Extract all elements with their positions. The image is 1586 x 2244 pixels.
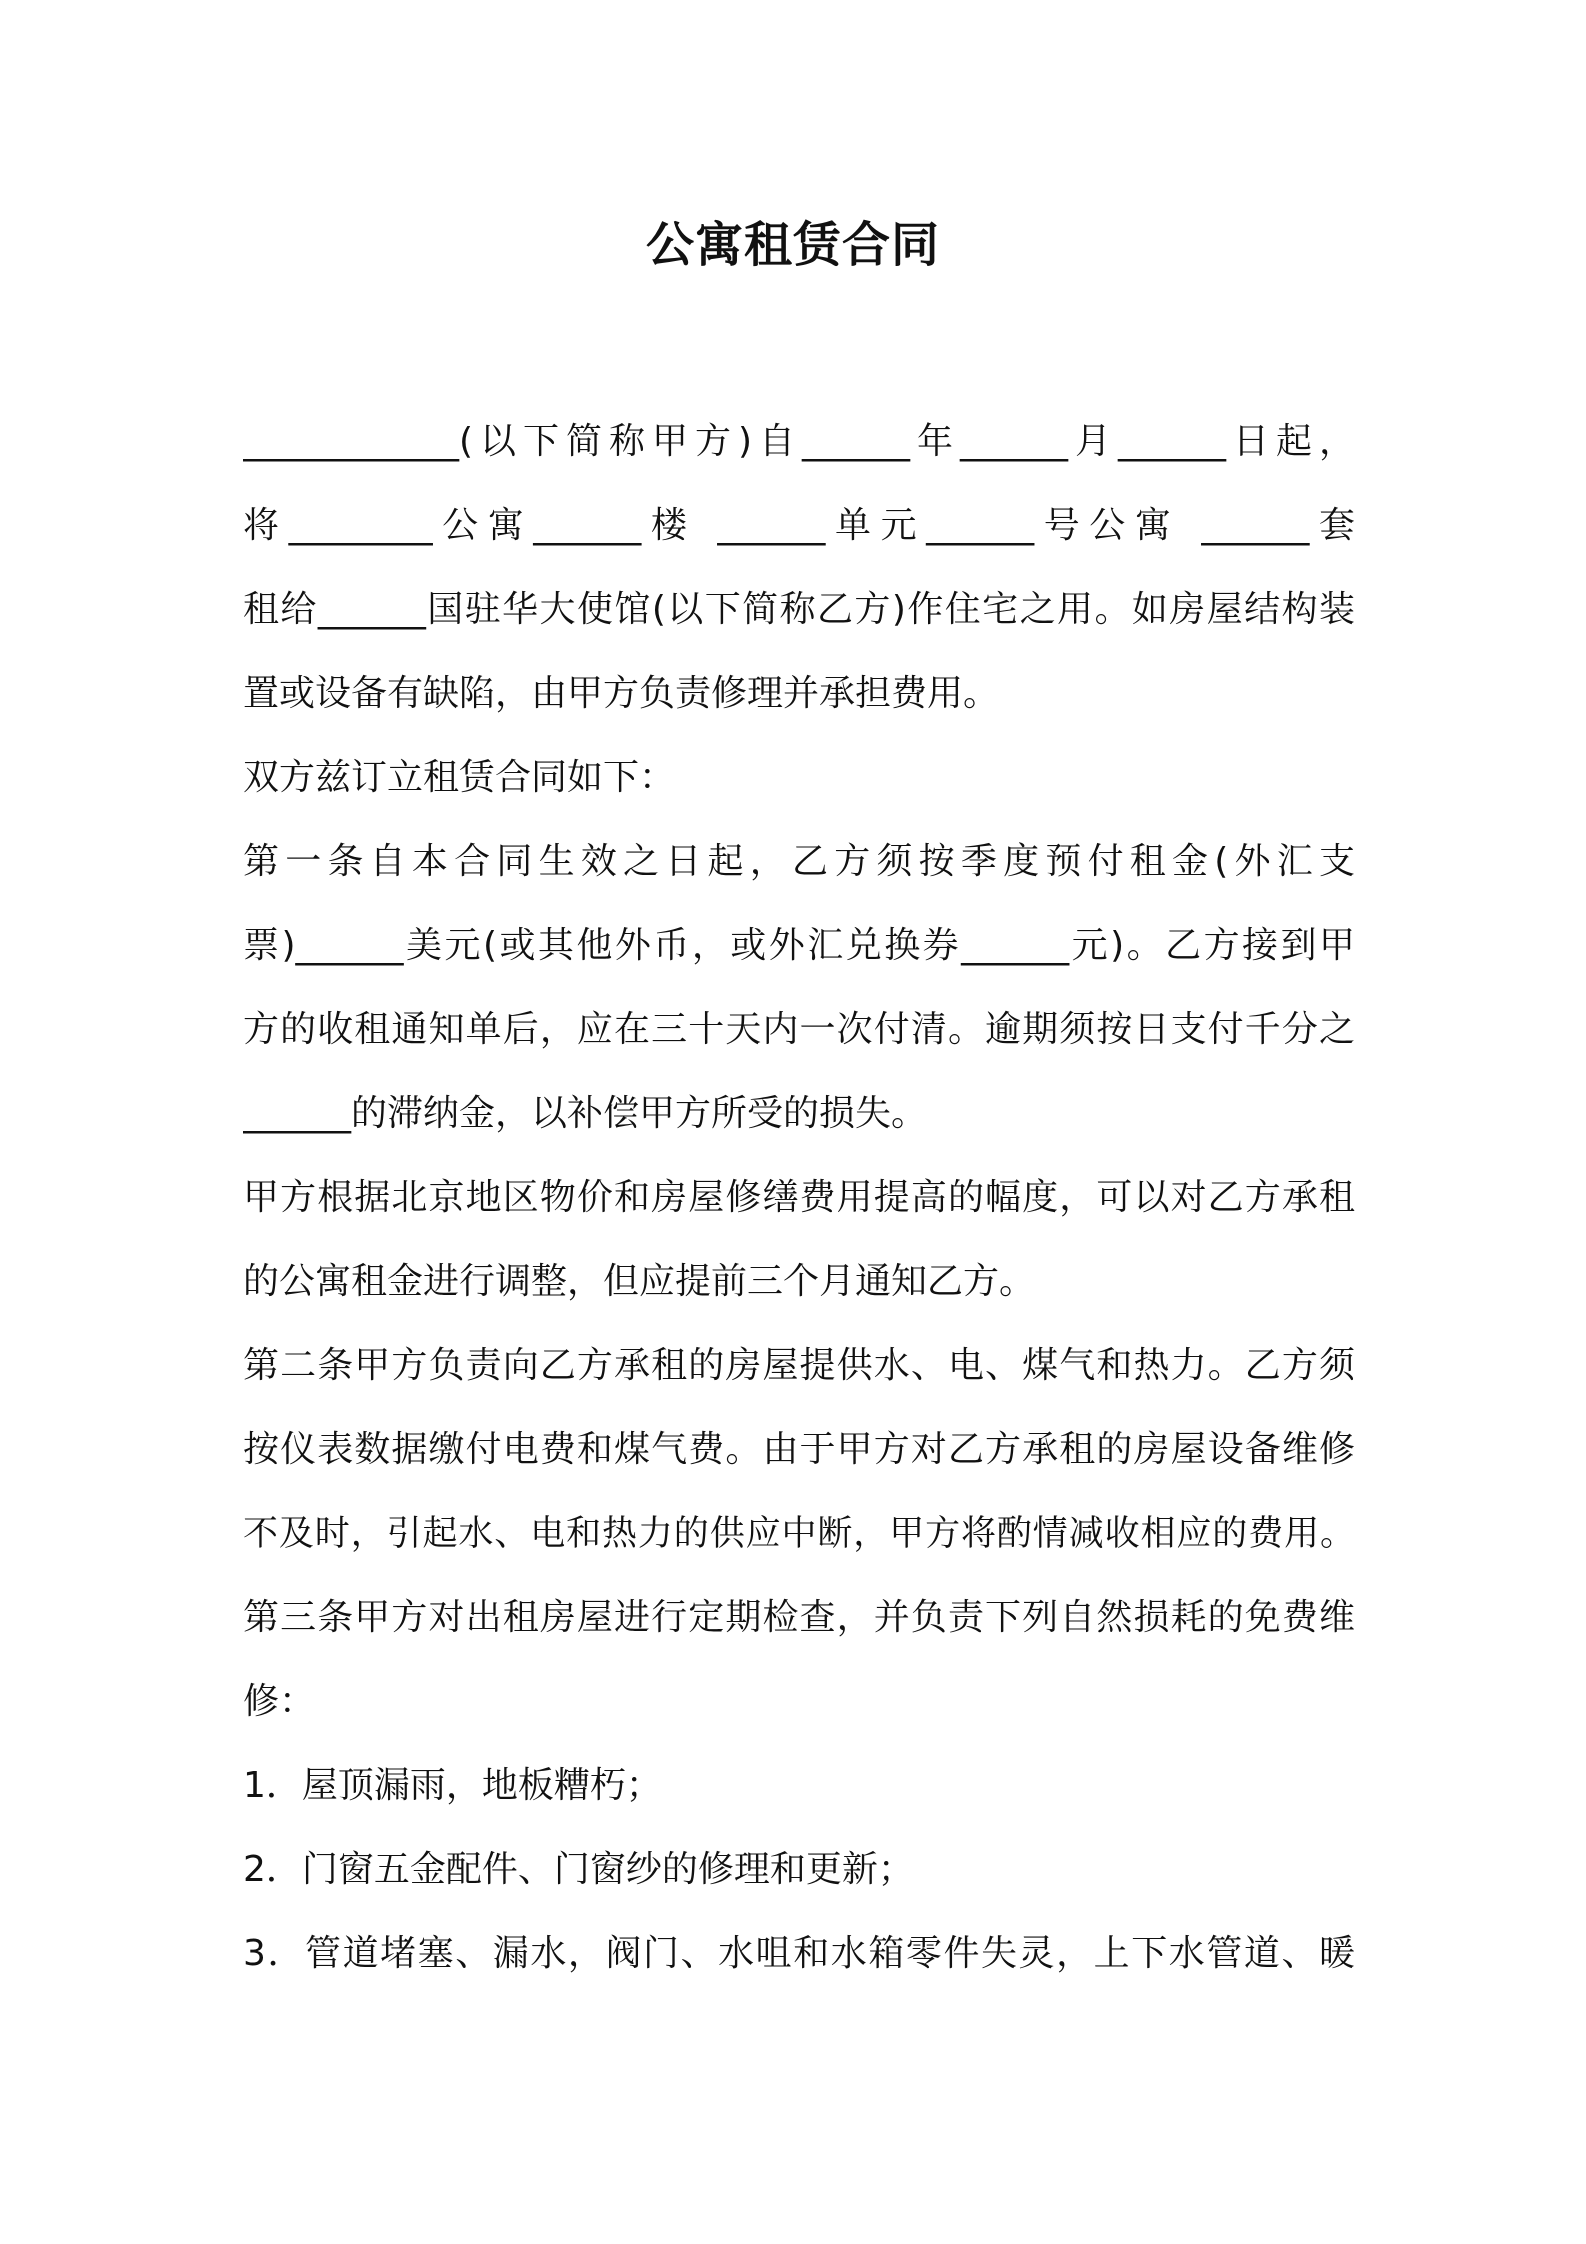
- text-line-4: 置或设备有缺陷，由甲方负责修理并承担费用。: [243, 673, 1000, 714]
- text-line-19: 3．管道堵塞、漏水，阀门、水咀和水箱零件失灵，上下水管道、暖: [243, 1933, 1355, 1974]
- text-line-2: 将________公寓______楼 ______单元______号公寓 ______套: [243, 505, 1355, 546]
- document-body: [243, 400, 1355, 1996]
- text-line-18: 2．门窗五金配件、门窗纱的修理和更新；: [243, 1849, 914, 1890]
- text-line-11: 的公寓租金进行调整，但应提前三个月通知乙方。: [243, 1261, 1036, 1302]
- text-line-1: ____________(以下简称甲方)自______年______月______日起，: [243, 421, 1355, 462]
- text-line-10: 甲方根据北京地区物价和房屋修缮费用提高的幅度，可以对乙方承租: [243, 1177, 1355, 1218]
- document-title: 公寓租赁合同: [645, 217, 940, 273]
- text-line-13: 按仪表数据缴付电费和煤气费。由于甲方对乙方承租的房屋设备维修: [243, 1429, 1355, 1470]
- text-line-3: 租给______国驻华大使馆(以下简称乙方)作住宅之用。如房屋结构装: [243, 589, 1355, 630]
- text-line-9: ______的滞纳金，以补偿甲方所受的损失。: [243, 1093, 928, 1134]
- text-line-7: 票)______美元(或其他外币，或外汇兑换券______元)。乙方接到甲: [243, 925, 1355, 966]
- text-line-12: 第二条甲方负责向乙方承租的房屋提供水、电、煤气和热力。乙方须: [243, 1345, 1355, 1386]
- text-line-6: 第一条自本合同生效之日起，乙方须按季度预付租金(外汇支: [243, 841, 1355, 882]
- text-line-5: 双方兹订立租赁合同如下：: [243, 757, 676, 798]
- text-line-16: 修：: [243, 1681, 316, 1722]
- text-line-8: 方的收租通知单后，应在三十天内一次付清。逾期须按日支付千分之: [243, 1009, 1355, 1050]
- text-line-14: 不及时，引起水、电和热力的供应中断，甲方将酌情减收相应的费用。: [243, 1514, 1355, 1554]
- text-line-17: 1．屋顶漏雨，地板糟朽；: [243, 1765, 662, 1806]
- text-line-15: 第三条甲方对出租房屋进行定期检查，并负责下列自然损耗的免费维: [243, 1597, 1355, 1638]
